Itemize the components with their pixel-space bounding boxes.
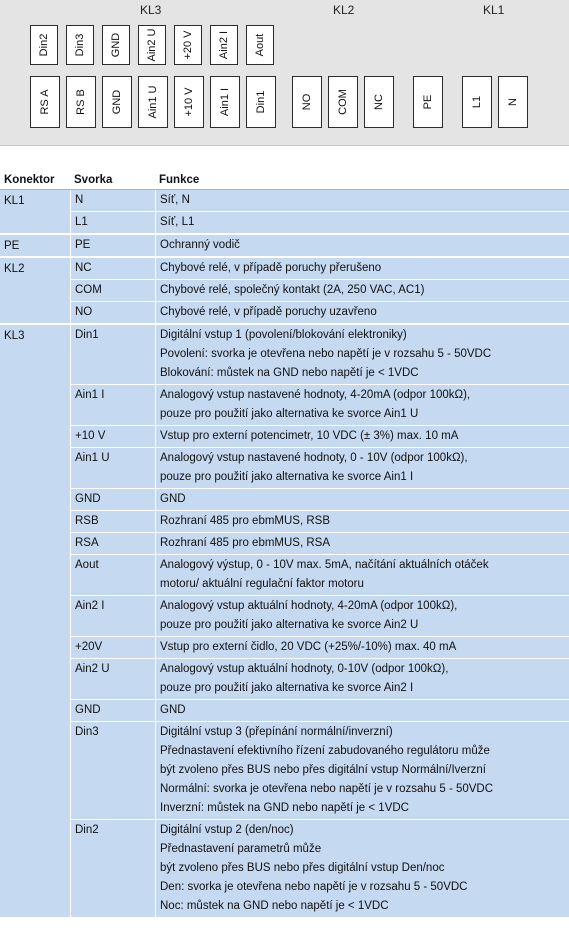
funkce-cell	[155, 722, 569, 819]
funkce-line: Normální: svorka je otevřena nebo napětí je v rozsahu 5 - 50VDC	[160, 783, 494, 795]
table-row	[0, 385, 569, 426]
kl1-terminal	[462, 76, 492, 128]
svorka-cell: NO	[70, 302, 155, 323]
funkce-line: Přednastavení parametrů může	[160, 843, 322, 855]
funkce-line: být zvoleno přes BUS nebo přes digitální vstup Normální/Iverzní	[160, 764, 486, 776]
kl3-bottom-terminal	[138, 76, 168, 128]
terminal-diagram	[0, 0, 569, 146]
funkce-line: Vstup pro externí čidlo, 20 VDC (+25%/-10%) max. 40 mA	[160, 641, 457, 653]
funkce-line: GND	[160, 493, 186, 505]
kl2-terminal-label: NC	[373, 94, 385, 110]
funkce-cell	[155, 511, 569, 532]
funkce-line: Rozhraní 485 pro ebmMUS, RSB	[160, 515, 331, 527]
header-konektor: Konektor	[4, 174, 55, 186]
table-row	[0, 596, 569, 637]
kl1-terminal	[498, 76, 528, 128]
terminal-table	[0, 170, 569, 919]
funkce-line: pouze pro použití jako alternativa ke svorce Ain1 U	[160, 408, 419, 420]
pe-terminal-label: PE	[422, 94, 434, 110]
connector-group	[0, 258, 569, 325]
kl2-terminal-label: COM	[337, 89, 349, 115]
funkce-cell	[155, 325, 569, 384]
svorka-cell: Din2	[70, 820, 155, 917]
kl3-bottom-terminal	[66, 76, 96, 128]
svorka-cell: PE	[70, 235, 155, 256]
svorka-cell: Ain1 U	[70, 448, 155, 488]
funkce-cell	[155, 235, 569, 256]
svorka-cell: RSA	[70, 533, 155, 554]
table-row	[0, 700, 569, 722]
table-row	[0, 489, 569, 511]
kl3-bottom-terminal	[246, 76, 276, 128]
table-row	[0, 555, 569, 596]
funkce-cell	[155, 302, 569, 323]
table-row	[0, 820, 569, 918]
connector-group	[0, 325, 569, 919]
kl3-top-terminal	[174, 25, 202, 65]
table-row	[0, 533, 569, 555]
table-row	[0, 325, 569, 385]
funkce-cell	[155, 637, 569, 658]
funkce-line: Analogový výstup, 0 - 10V max. 5mA, načítání aktuálních otáček	[160, 559, 489, 571]
table-row	[0, 448, 569, 489]
kl3-top-terminal-label: Ain2 I	[218, 30, 230, 60]
funkce-line: být zvoleno přes BUS nebo přes digitální vstup Den/noc	[160, 862, 445, 874]
svorka-cell: RSB	[70, 511, 155, 532]
svorka-cell: Din3	[70, 722, 155, 819]
kl3-bottom-terminal-label: Din1	[255, 90, 267, 114]
header-svorka: Svorka	[74, 174, 113, 186]
kl3-bottom-terminal	[102, 76, 132, 128]
kl3-top-terminal	[30, 25, 58, 65]
kl3-top-terminal	[66, 25, 94, 65]
svorka-cell: COM	[70, 280, 155, 301]
kl3-bottom-terminal	[210, 76, 240, 128]
funkce-cell	[155, 700, 569, 721]
funkce-line: Vstup pro externí potencimetr, 10 VDC (± 3%) max. 10 mA	[160, 430, 459, 442]
svorka-cell: N	[70, 190, 155, 211]
funkce-cell	[155, 258, 569, 279]
funkce-line: Digitální vstup 1 (povolení/blokování elektroniky)	[160, 329, 407, 341]
funkce-cell	[155, 533, 569, 554]
svorka-cell: Ain2 I	[70, 596, 155, 636]
funkce-line: Digitální vstup 2 (den/noc)	[160, 824, 294, 836]
funkce-cell	[155, 596, 569, 636]
funkce-line: Povolení: svorka je otevřena nebo napětí je v rozsahu 5 - 50VDC	[160, 348, 492, 360]
kl3-bottom-terminal-label: Ain1 U	[147, 85, 159, 119]
funkce-line: Přednastavení efektivního řízení zabudovaného regulátoru může	[160, 745, 490, 757]
funkce-line: Analogový vstup nastavené hodnoty, 4-20mA (odpor 100kΩ),	[160, 389, 471, 401]
kl3-top-terminal	[102, 25, 130, 65]
kl1-terminal-label: L1	[471, 95, 483, 109]
table-row	[0, 637, 569, 659]
funkce-cell	[155, 190, 569, 211]
kl3-bottom-terminal-label: GND	[111, 89, 123, 115]
svorka-cell: +20V	[70, 637, 155, 658]
kl3-top-terminal	[210, 25, 238, 65]
funkce-line: Ochranný vodič	[160, 239, 240, 251]
svorka-cell: Din1	[70, 325, 155, 384]
funkce-cell	[155, 385, 569, 425]
kl3-top-terminal-label: GND	[110, 32, 122, 58]
funkce-cell	[155, 659, 569, 699]
kl2-terminal	[328, 76, 358, 128]
funkce-line: GND	[160, 704, 186, 716]
svorka-cell: L1	[70, 212, 155, 233]
kl3-top-terminal	[138, 25, 166, 65]
funkce-line: Den: svorka je otevřena nebo napětí je v rozsahu 5 - 50VDC	[160, 881, 468, 893]
funkce-line: Síť, N	[160, 194, 190, 206]
funkce-cell	[155, 426, 569, 447]
funkce-line: Digitální vstup 3 (přepínání normální/inverzní)	[160, 726, 393, 738]
kl3-bottom-terminal-label: +10 V	[183, 87, 195, 117]
konektor-label: KL2	[0, 258, 70, 323]
funkce-cell	[155, 555, 569, 595]
kl3-top-terminal-label: Din3	[74, 33, 86, 57]
svorka-cell: Ain2 U	[70, 659, 155, 699]
table-row	[0, 280, 569, 302]
funkce-line: Inverzní: můstek na GND nebo napětí je < 1VDC	[160, 802, 409, 814]
funkce-line: Síť, L1	[160, 216, 195, 228]
table-body	[0, 190, 569, 919]
connector-group	[0, 190, 569, 235]
funkce-line: pouze pro použití jako alternativa ke svorce Ain1 I	[160, 471, 414, 483]
kl2-label: KL2	[333, 3, 355, 17]
funkce-line: pouze pro použití jako alternativa ke svorce Ain2 U	[160, 619, 419, 631]
kl3-top-terminal-label: +20 V	[182, 30, 194, 60]
kl3-top-terminal-label: Din2	[38, 33, 50, 57]
funkce-line: Analogový vstup aktuální hodnoty, 4-20mA (odpor 100kΩ),	[160, 600, 458, 612]
funkce-cell	[155, 280, 569, 301]
funkce-cell	[155, 820, 569, 917]
table-row	[0, 190, 569, 212]
funkce-line: motoru/ aktuální regulační faktor motoru	[160, 578, 364, 590]
svorka-cell: GND	[70, 489, 155, 510]
funkce-line: Chybové relé, v případě poruchy uzavřeno	[160, 306, 377, 318]
svorka-cell: NC	[70, 258, 155, 279]
connector-group	[0, 235, 569, 258]
table-row	[0, 212, 569, 234]
kl1-label: KL1	[483, 3, 505, 17]
kl2-terminal	[364, 76, 394, 128]
funkce-cell	[155, 448, 569, 488]
kl3-bottom-terminal-label: RS A	[39, 89, 51, 115]
funkce-line: Rozhraní 485 pro ebmMUS, RSA	[160, 537, 331, 549]
kl3-bottom-terminal-label: Ain1 I	[219, 87, 231, 117]
table-row	[0, 722, 569, 820]
svorka-cell: Aout	[70, 555, 155, 595]
funkce-line: Analogový vstup aktuální hodnoty, 0-10V (odpor 100kΩ),	[160, 663, 449, 675]
kl3-top-terminal-label: Ain2 U	[146, 28, 158, 62]
funkce-line: Blokování: můstek na GND nebo napětí je < 1VDC	[160, 367, 419, 379]
pe-terminal	[413, 76, 443, 128]
kl3-top-terminal	[246, 25, 274, 65]
funkce-line: Chybové relé, společný kontakt (2A, 250 VAC, AC1)	[160, 284, 425, 296]
table-row	[0, 659, 569, 700]
svorka-cell: Ain1 I	[70, 385, 155, 425]
funkce-cell	[155, 212, 569, 233]
table-row	[0, 302, 569, 324]
konektor-label: KL1	[0, 190, 70, 233]
svorka-cell: GND	[70, 700, 155, 721]
funkce-cell	[155, 489, 569, 510]
konektor-label: PE	[0, 235, 70, 256]
table-row	[0, 511, 569, 533]
kl3-label: KL3	[140, 3, 162, 17]
kl3-top-terminal-label: Aout	[254, 33, 266, 57]
funkce-line: Chybové relé, v případě poruchy přerušeno	[160, 262, 382, 274]
header-funkce: Funkce	[159, 174, 200, 186]
table-header	[0, 170, 569, 190]
funkce-line: pouze pro použití jako alternativa ke svorce Ain2 I	[160, 682, 414, 694]
kl2-terminal-label: NO	[301, 93, 313, 111]
table-row	[0, 258, 569, 280]
konektor-label: KL3	[0, 325, 70, 917]
svorka-cell: +10 V	[70, 426, 155, 447]
table-row	[0, 235, 569, 257]
funkce-line: Noc: můstek na GND nebo napětí je < 1VDC	[160, 900, 389, 912]
kl3-bottom-terminal	[174, 76, 204, 128]
table-row	[0, 426, 569, 448]
kl2-terminal	[292, 76, 322, 128]
kl3-bottom-terminal	[30, 76, 60, 128]
kl1-terminal-label: N	[507, 98, 519, 106]
funkce-line: Analogový vstup nastavené hodnoty, 0 - 10V (odpor 100kΩ),	[160, 452, 468, 464]
kl3-bottom-terminal-label: RS B	[75, 89, 87, 115]
